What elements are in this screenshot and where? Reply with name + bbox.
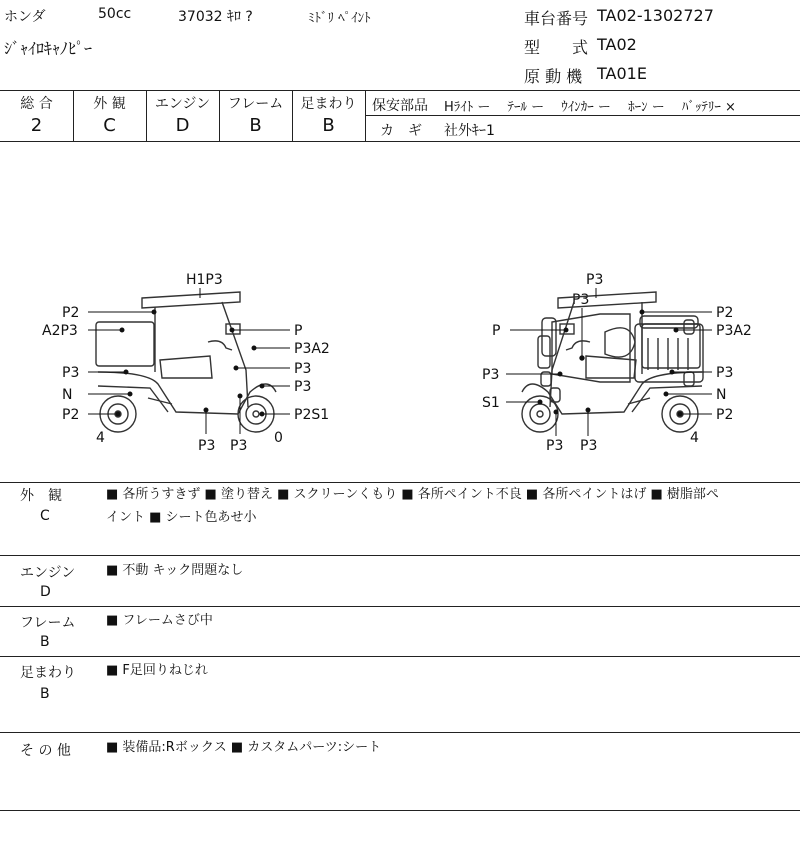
right-label-p: P [492, 323, 501, 339]
right-label-p3-bottom2: P3 [580, 438, 598, 454]
right-label-n: N [716, 387, 727, 403]
left-label-p3-box: P3 [62, 365, 80, 381]
right-label-roof-p3: P3 [586, 272, 604, 288]
notes-other-label: そ の 他 [20, 743, 71, 759]
notes-frame-grade: B [40, 634, 50, 650]
left-label-p3-r1: P3 [294, 361, 312, 377]
grade-frame: B [249, 115, 262, 136]
right-label-p2-lower: P2 [716, 407, 734, 423]
notes-exterior-line2: イント ■ シート色あせ小 [106, 510, 257, 525]
left-label-p: P [294, 323, 303, 339]
notes-exterior-label: 外 観 [20, 488, 62, 504]
notes-exterior-line1: ■ 各所うすきず ■ 塗り替え ■ スクリーンくもり ■ 各所ペイント不良 ■ 各所ペイントはげ ■ 樹脂部ペ [106, 487, 719, 502]
notes-engine-line1: ■ 不動 キック問題なし [106, 563, 244, 578]
grade-header-exterior: 外 観 [93, 96, 126, 112]
grid-line [0, 656, 800, 657]
type-label: 型 式 [524, 38, 589, 57]
notes-suspension-line1: ■ F足回りねじれ [106, 663, 208, 678]
grade-engine: D [175, 115, 190, 136]
grade-header-frame: フレーム [227, 96, 284, 112]
right-label-p2-upper: P2 [716, 305, 734, 321]
notes-other-line1: ■ 装備品:Rボックス ■ カスタムパーツ:シート [106, 740, 382, 755]
notes-frame-line1: ■ フレームさび中 [106, 613, 213, 628]
right-label-p3-bottom1: P3 [546, 438, 564, 454]
left-label-a2p3: A2P3 [42, 323, 78, 339]
left-label-p3-r2: P3 [294, 379, 312, 395]
top-view-scooter [538, 314, 703, 402]
mileage: 37032 ｷﾛ ? [178, 9, 253, 25]
engine-label: 原 動 機 [524, 67, 583, 86]
color: ﾐﾄﾞﾘ ﾍﾟｲﾝﾄ [308, 11, 371, 26]
grid-line [0, 810, 800, 811]
grid-line [0, 90, 800, 91]
left-label-4: 4 [96, 430, 105, 446]
notes-suspension-grade: B [40, 686, 50, 702]
chassis-label: 車台番号 [524, 9, 589, 28]
left-label-p3-bottom2: P3 [230, 438, 248, 454]
right-label-p3-left: P3 [482, 367, 500, 383]
grid-line [0, 555, 800, 556]
grid-line [0, 606, 800, 607]
safety-items: Hﾗｲﾄ ー ﾃｰﾙ ー ｳｲﾝｶｰ ー ﾎｰﾝ ー ﾊﾞｯﾃﾘｰ × [444, 100, 736, 115]
grid-line [0, 732, 800, 733]
engine-value: TA01E [597, 64, 647, 83]
displacement: 50cc [98, 6, 132, 22]
key-label: カ ギ [380, 123, 422, 139]
grade-header-suspension: 足まわり [300, 96, 357, 112]
notes-engine-label: エンジン [20, 565, 76, 581]
key-value: 社外ｷｰ1 [444, 123, 495, 139]
safety-label: 保安部品 [372, 98, 428, 114]
left-label-n: N [62, 387, 73, 403]
model-name: ｼﾞｬｲﾛｷｬﾉﾋﾟｰ [4, 39, 93, 58]
left-label-p2s1: P2S1 [294, 407, 330, 423]
label-top-p3: P3 [572, 292, 590, 308]
grade-header-overall: 総 合 [20, 96, 53, 112]
grade-header-engine: エンジン [154, 96, 211, 112]
left-label-p3-bottom1: P3 [198, 438, 216, 454]
left-view-scooter [96, 292, 276, 432]
left-label-p2-upper: P2 [62, 305, 80, 321]
damage-diagram [0, 142, 800, 482]
right-label-s1: S1 [482, 395, 500, 411]
left-label-p3a2: P3A2 [294, 341, 330, 357]
notes-suspension-label: 足まわり [20, 665, 76, 681]
grade-overall: 2 [30, 115, 43, 136]
notes-engine-grade: D [40, 584, 51, 600]
notes-frame-label: フレーム [20, 615, 76, 631]
maker: ホンダ [4, 9, 46, 25]
top-view-leader [580, 308, 584, 360]
grid-line [365, 90, 366, 141]
type-value: TA02 [597, 35, 637, 54]
right-label-4: 4 [690, 430, 699, 446]
right-label-p3a2: P3A2 [716, 323, 752, 339]
left-label-0: 0 [274, 430, 283, 446]
left-label-p2-lower: P2 [62, 407, 80, 423]
notes-exterior-grade: C [40, 508, 50, 524]
right-label-p3: P3 [716, 365, 734, 381]
grid-line [366, 115, 800, 116]
grade-exterior: C [103, 115, 116, 136]
grade-suspension: B [322, 115, 335, 136]
chassis-value: TA02-1302727 [597, 6, 714, 25]
right-view-scooter [522, 292, 702, 432]
left-label-h1p3: H1P3 [186, 272, 223, 288]
